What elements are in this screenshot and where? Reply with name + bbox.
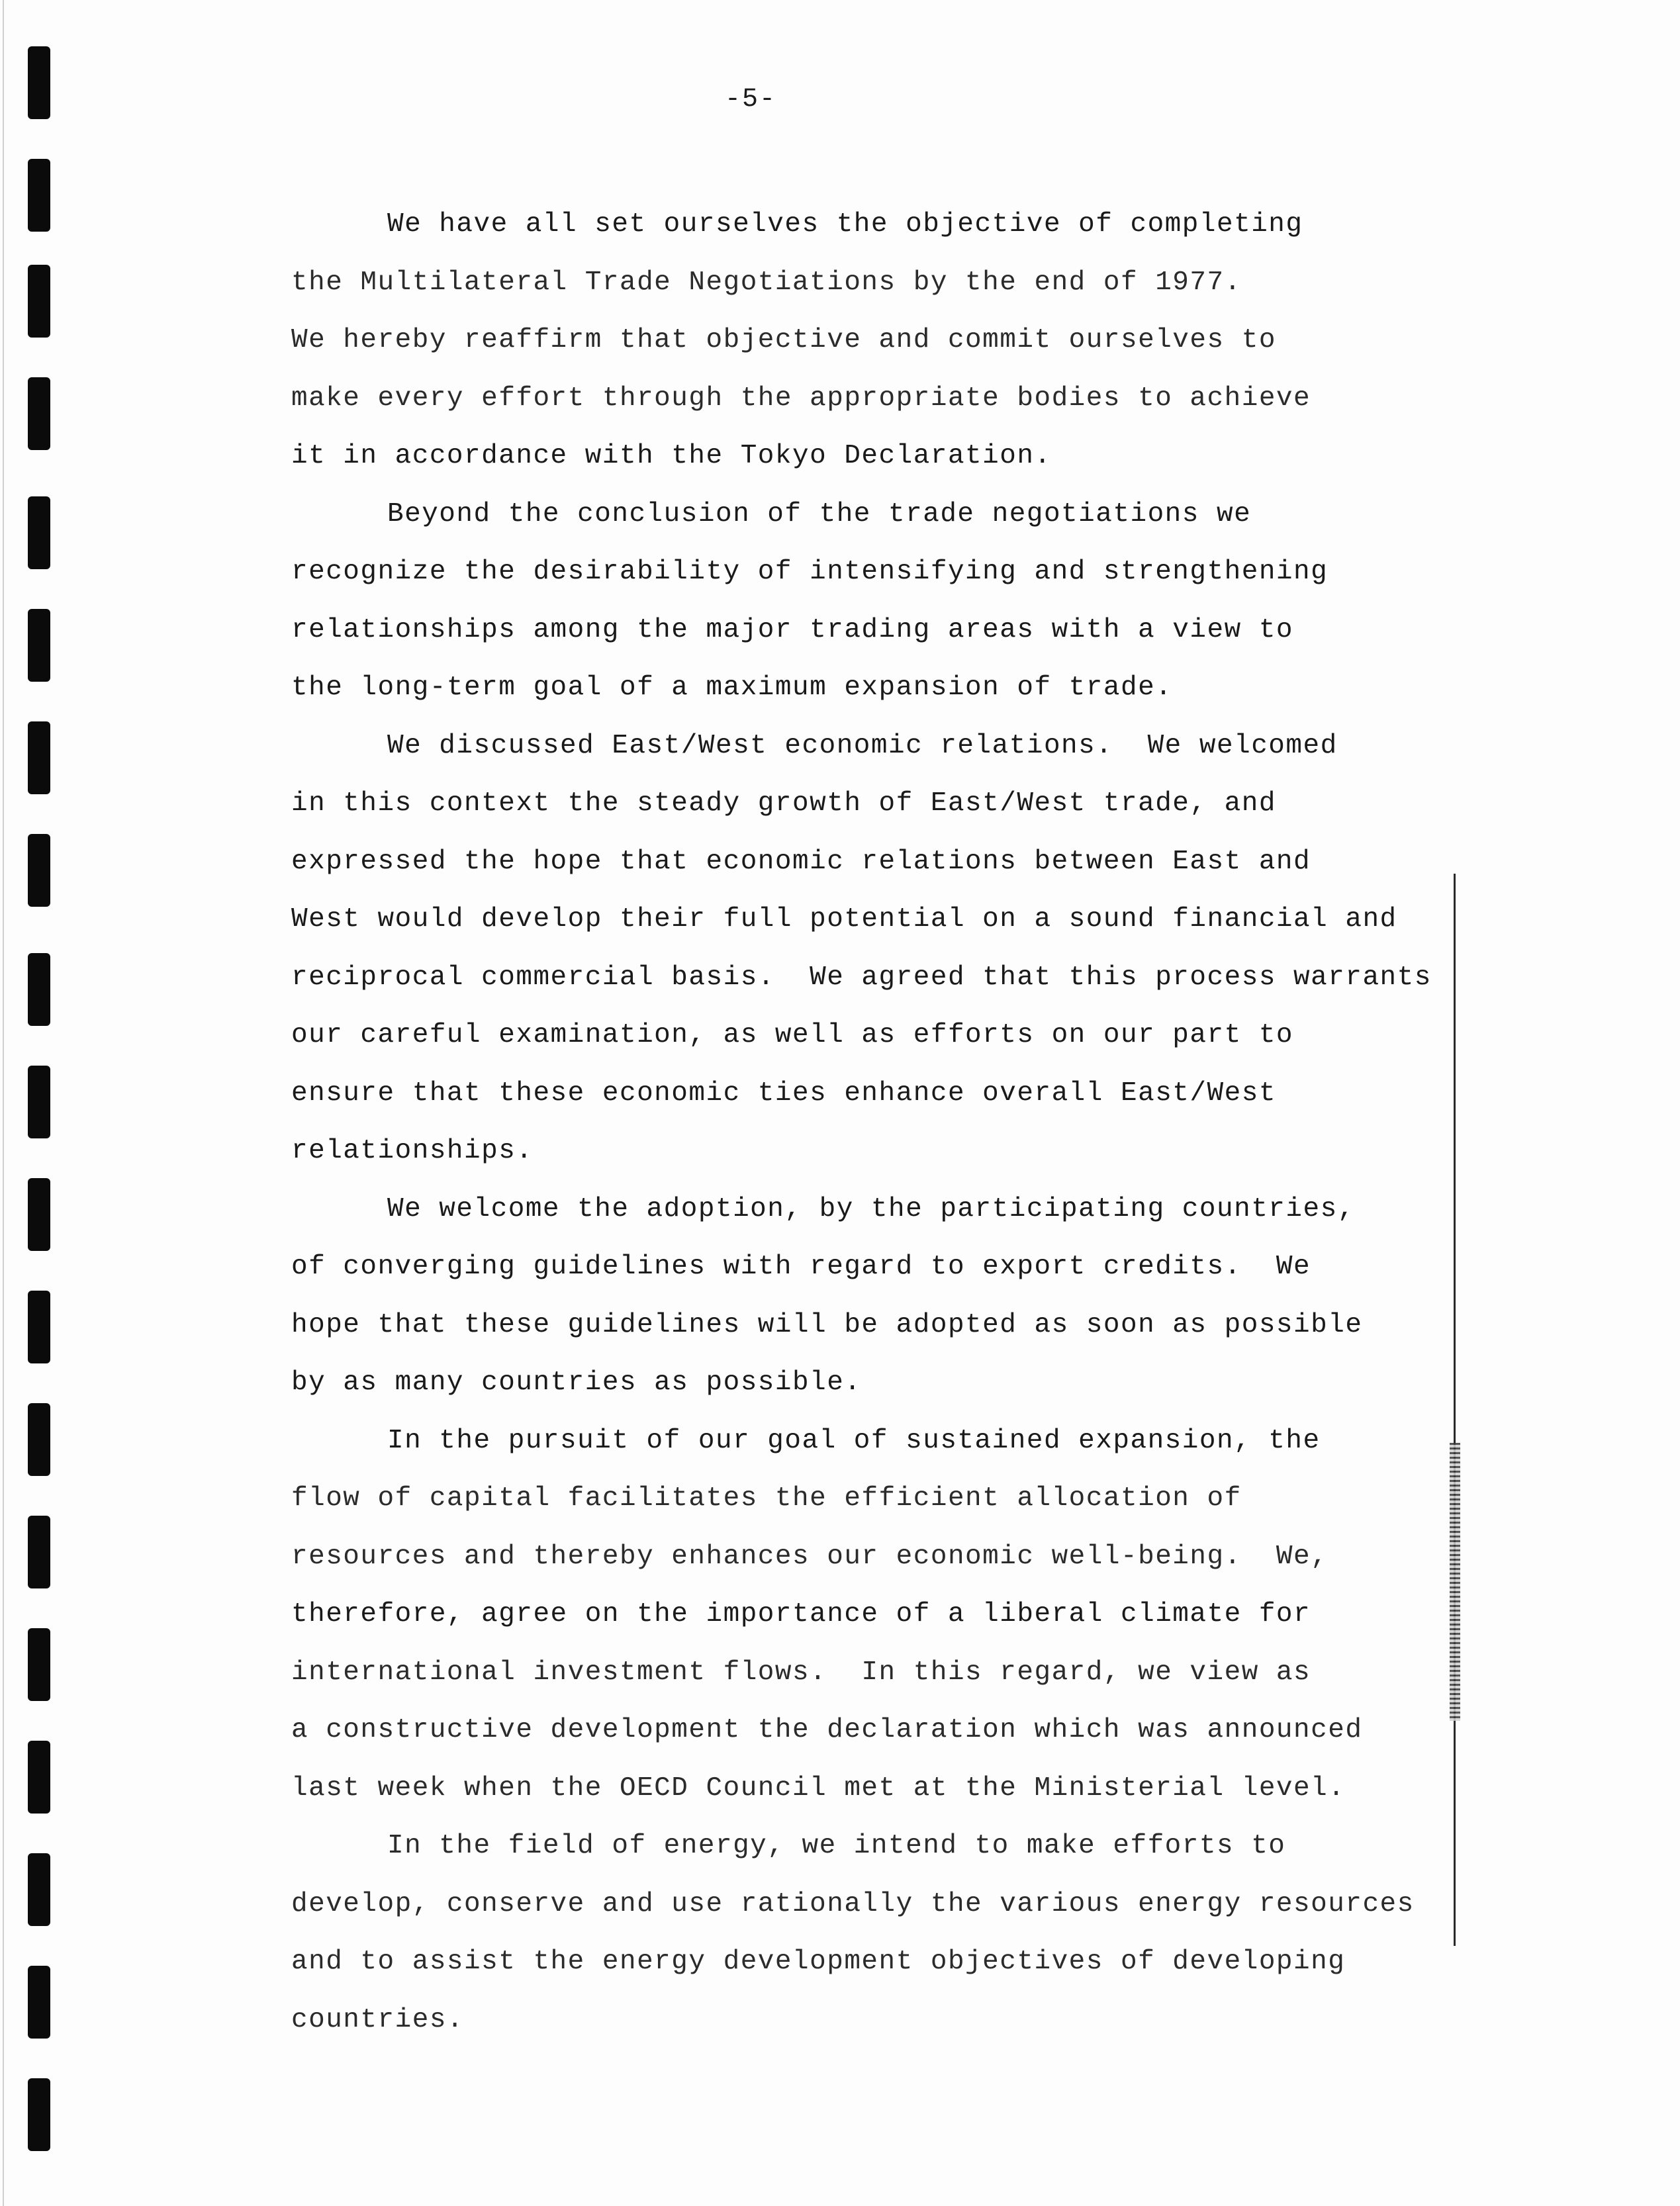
paragraph-trade-relationships [291,486,1443,717]
page-edge [3,0,4,2206]
text-line: in this context the steady growth of East/West trade, and [291,788,1276,819]
text-line: our careful examination, as well as efforts on our part to [291,1020,1294,1050]
text-line: Beyond the conclusion of the trade negotiations we [387,498,1252,529]
binding-mark [28,496,50,569]
page-number: -5- [725,85,777,115]
paragraph-export-credits [291,1181,1443,1412]
binding-mark [28,609,50,682]
text-line: by as many countries as possible. [291,1367,862,1398]
text-line: reciprocal commercial basis. We agreed that this process warrants [291,962,1432,993]
binding-mark [28,1403,50,1476]
text-line: international investment flows. In this regard, we view as [291,1657,1311,1688]
binding-mark [28,46,50,119]
text-line: relationships. [291,1136,534,1166]
binding-mark [28,1853,50,1926]
binding-mark [28,1516,50,1588]
text-line: develop, conserve and use rationally the various energy resources [291,1888,1415,1919]
text-line: countries. [291,2004,465,2035]
text-line: West would develop their full potential on a sound financial and [291,904,1397,935]
paragraph-energy [291,1817,1443,2049]
text-line: flow of capital facilitates the efficient allocation of [291,1483,1242,1514]
binding-mark [28,377,50,450]
text-line: make every effort through the appropriate bodies to achieve [291,383,1311,414]
text-line: resources and thereby enhances our economic well-being. We, [291,1541,1329,1572]
text-line: In the pursuit of our goal of sustained expansion, the [387,1425,1321,1456]
binding-mark [28,1066,50,1138]
text-line: last week when the OECD Council met at the Ministerial level. [291,1772,1346,1804]
text-line: the long-term goal of a maximum expansion of trade. [291,672,1173,703]
paragraph-mtn [291,196,1443,486]
text-line: therefore, agree on the importance of a liberal climate for [291,1599,1311,1630]
text-line: a constructive development the declaration which was announced [291,1715,1363,1745]
text-line: expressed the hope that economic relations between East and [291,846,1311,877]
binding-mark [28,1966,50,2039]
paragraph-east-west [291,717,1443,1181]
text-line: of converging guidelines with regard to export credits. We [291,1252,1311,1282]
binding-mark [28,1628,50,1701]
text-line: relationships among the major trading areas with a view to [291,614,1294,645]
text-line: it in accordance with the Tokyo Declaration. [291,441,1052,471]
binding-mark [28,1741,50,1814]
binding-mark [28,834,50,907]
text-line: We welcome the adoption, by the participating countries, [387,1193,1355,1224]
binding-mark [28,1178,50,1251]
document-body [291,196,1443,2049]
text-line: ensure that these economic ties enhance overall East/West [291,1078,1276,1109]
text-line: We discussed East/West economic relations. We welcomed [387,730,1338,761]
binding-mark [28,721,50,794]
binding-mark [28,159,50,232]
text-line: We have all set ourselves the objective of completing [387,209,1303,240]
margin-revision-smudge [1450,1443,1460,1721]
text-line: In the field of energy, we intend to make efforts to [387,1831,1286,1861]
binding-mark [28,1291,50,1363]
text-line: and to assist the energy development objectives of developing [291,1947,1346,1977]
text-line: hope that these guidelines will be adopted as soon as possible [291,1309,1363,1340]
binding-mark [28,265,50,338]
binding-mark [28,953,50,1026]
text-line: We hereby reaffirm that objective and commit ourselves to [291,325,1276,355]
binding-mark [28,2078,50,2151]
text-line: recognize the desirability of intensifying and strengthening [291,557,1329,587]
text-line: the Multilateral Trade Negotiations by the end of 1977. [291,267,1242,298]
paragraph-capital-flows [291,1412,1443,1818]
margin-revision-bar [1454,874,1456,1946]
